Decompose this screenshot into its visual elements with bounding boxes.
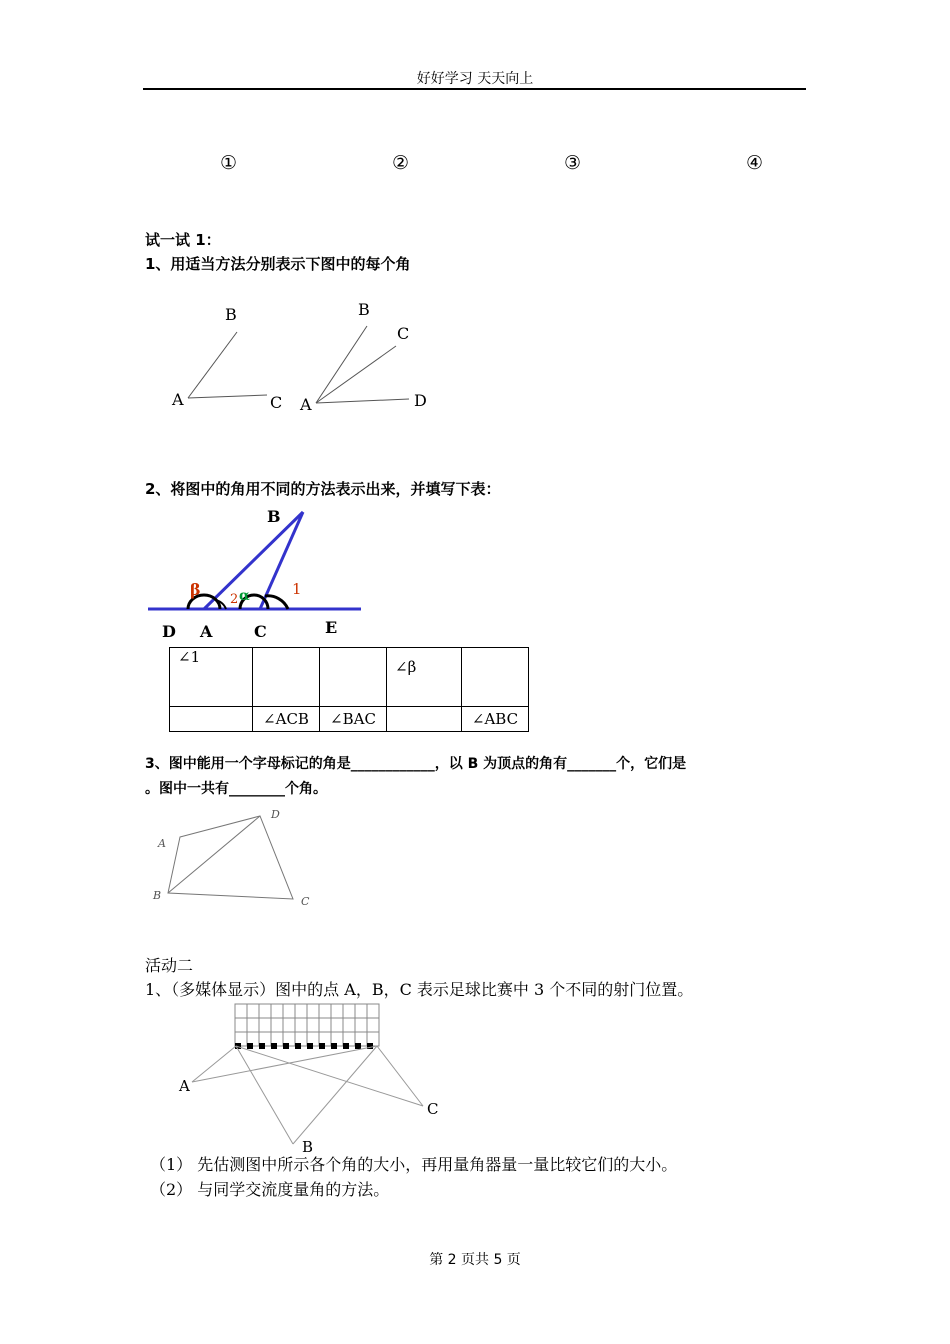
- question-1-text: 1、用适当方法分别表示下图中的每个角: [145, 255, 411, 273]
- fig1-label-c: C: [270, 393, 283, 412]
- table-cell-r2c2: ∠ACB: [253, 707, 320, 732]
- q2-label-1: 1: [292, 580, 302, 598]
- q2-label-beta: β: [190, 580, 201, 599]
- activity-2-question-1: 1、（多媒体显示）图中的点 A，B，C 表示足球比赛中 3 个不同的射门位置。: [145, 980, 694, 999]
- circled-number-2: ②: [392, 152, 410, 174]
- page-footer: 第 2 页共 5 页: [429, 1252, 521, 1268]
- shot-label-b: B: [302, 1138, 314, 1156]
- q2-label-alpha: α: [239, 588, 250, 604]
- page-header: 好好学习 天天向上: [416, 71, 534, 87]
- activity-2-sub-2: （2） 与同学交流度量角的方法。: [150, 1180, 390, 1199]
- q2-label-b: B: [267, 507, 281, 526]
- circled-number-4: ④: [746, 152, 764, 174]
- fig2-label-d: D: [414, 391, 427, 410]
- circled-number-3: ③: [564, 152, 582, 174]
- fig1-label-b: B: [225, 305, 237, 324]
- q3-blank-3: ________: [229, 781, 285, 797]
- fig2-label-c: C: [397, 324, 410, 343]
- goal-net-grid: [235, 1004, 379, 1046]
- q2-label-d: D: [162, 622, 176, 641]
- q3-text-b: ，以 B 为顶点的角有: [434, 756, 568, 772]
- fig2-label-a: A: [300, 395, 312, 414]
- circled-number-1: ①: [220, 152, 238, 174]
- q2-label-2: 2: [230, 592, 239, 607]
- q2-label-a: A: [200, 622, 213, 641]
- table-cell-r2c3: ∠BAC: [320, 707, 387, 732]
- table-cell-r2c5: ∠ABC: [462, 707, 529, 732]
- q2-label-e: E: [325, 618, 338, 637]
- q3-label-a: A: [158, 837, 166, 850]
- activity-2-sub-1: （1） 先估测图中所示各个角的大小，再用量角器量一量比较它们的大小。: [150, 1155, 678, 1174]
- fig1-label-a: A: [172, 390, 184, 409]
- section-title-try: 试一试 1：: [145, 231, 221, 249]
- q2-label-c: C: [254, 622, 267, 641]
- q3-label-b: B: [153, 889, 162, 902]
- q3-blank-2: _______: [567, 756, 617, 772]
- shooting-lines: [192, 1046, 423, 1144]
- activity-2-title: 活动二: [145, 956, 194, 975]
- fig2-label-b: B: [358, 300, 370, 319]
- shot-label-a: A: [179, 1077, 190, 1095]
- table-cell-r1c4: ∠β: [387, 648, 462, 707]
- question-2-text: 2、将图中的角用不同的方法表示出来，并填写下表：: [145, 480, 501, 498]
- q3-text-a: 3、图中能用一个字母标记的角是: [145, 756, 351, 772]
- q3-label-d: D: [271, 808, 280, 821]
- q3-blank-1: ____________: [350, 756, 435, 772]
- q3-text-c: 个，它们是: [616, 756, 687, 772]
- table-cell-r1c1: ∠1: [170, 648, 253, 707]
- q3-label-c: C: [301, 895, 310, 908]
- q3-text-e: 个角。: [285, 781, 327, 797]
- q3-text-d: 。图中一共有: [145, 781, 229, 797]
- shot-label-c: C: [427, 1100, 439, 1118]
